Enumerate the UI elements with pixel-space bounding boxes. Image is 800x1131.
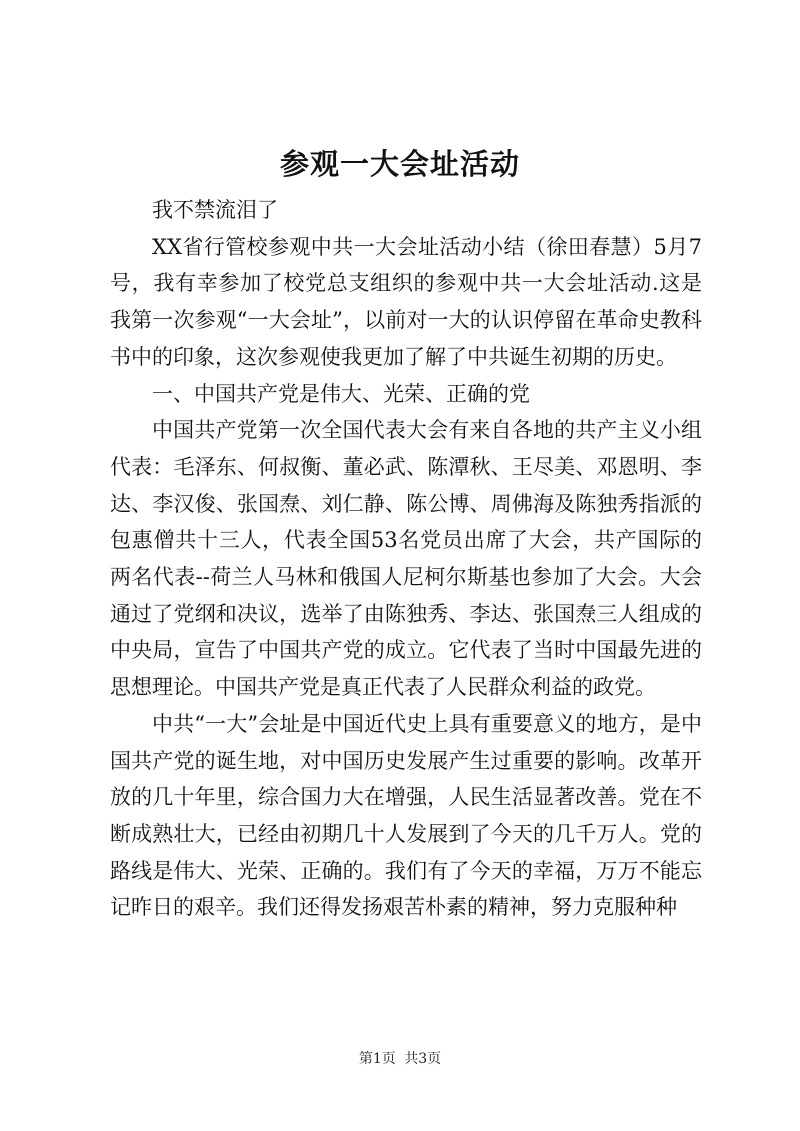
page-number: 第1页 <box>358 1051 396 1067</box>
section-heading: 一、中国共产党是伟大、光荣、正确的党 <box>152 381 530 406</box>
page-total: 共3页 <box>404 1051 442 1067</box>
paragraph-intro: XX省行管校参观中共一大会址活动小结（徐田春慧）5月7号，我有幸参加了校党总支组织的参观中共一大会址活动.这是我第一次参观“一大会址”，以前对一大的认识停留在革命史教科书中的印象，这次参观使我更加了解了中共诞生初期的历史。 <box>110 234 702 369</box>
paragraph-opening: 我不禁流泪了 <box>152 198 278 222</box>
page-footer <box>0 1048 800 1068</box>
paragraph-congress: 中国共产党第一次全国代表大会有来自各地的共产主义小组代表：毛泽东、何叔衡、董必武、陈潭秋、王尽美、邓恩明、李达、李汉俊、张国焘、刘仁静、陈公博、周佛海及陈独秀指派的包惠僧共十三人，代表全国53名党员出席了大会，共产国际的两名代表--荷兰人马林和俄国人尼柯尔斯基也参加了大会。大会通过了党纲和决议，选举了由陈独秀、李达、张国焘三人组成的中央局，宣告了中国共产党的成立。它代表了当时中国最先进的思想理论。中国共产党是真正代表了人民群众利益的政党。 <box>110 418 702 700</box>
document-body <box>110 192 702 926</box>
paragraph-site-significance: 中共“一大”会址是中国近代史上具有重要意义的地方，是中国共产党的诞生地，对中国历史发展产生过重要的影响。改革开放的几十年里，综合国力大在增强，人民生活显著改善。党在不断成熟壮大，已经由初期几十人发展到了今天的几千万人。党的路线是伟大、光荣、正确的。我们有了今天的幸福，万万不能忘记昨日的艰辛。我们还得发扬艰苦朴素的精神，努力克服种种 <box>110 711 702 920</box>
document-title: 参观一大会址活动 <box>279 147 520 181</box>
